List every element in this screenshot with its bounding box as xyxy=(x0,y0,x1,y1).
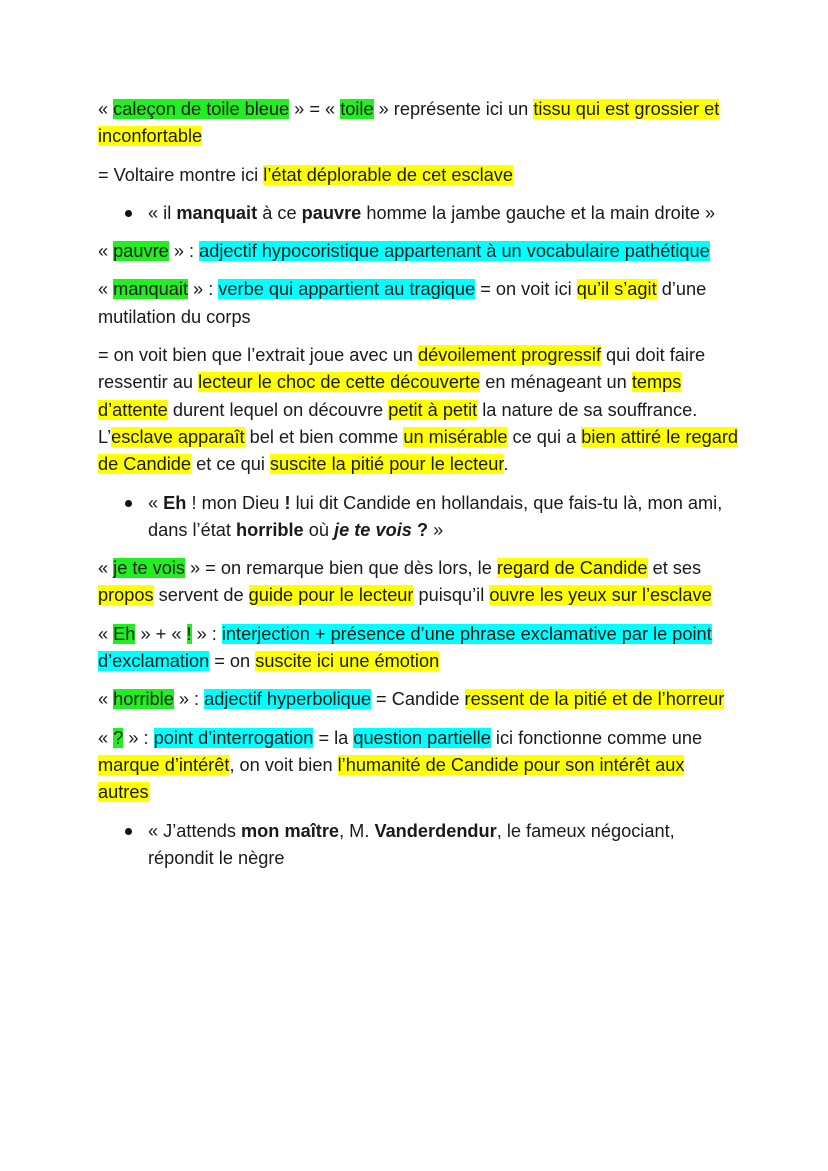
highlight-cyan: adjectif hyperbolique xyxy=(204,689,371,710)
text: à ce xyxy=(257,202,302,223)
quote-bullet-manquait xyxy=(98,200,738,227)
highlight-yellow: suscite la pitié pour le lecteur xyxy=(269,454,504,475)
highlight-yellow: bien attiré le regard de Candide xyxy=(98,426,739,475)
text: » : xyxy=(168,241,200,262)
bold-italic-text: je te vois xyxy=(334,519,412,540)
highlight-yellow: esclave apparaît xyxy=(111,426,245,447)
text: « xyxy=(98,279,114,300)
paragraph-interrogation xyxy=(98,725,738,807)
paragraph-je-te-vois xyxy=(98,555,738,610)
bullet-icon xyxy=(125,828,132,835)
text: » : xyxy=(123,727,154,748)
highlight-yellow: petit à petit xyxy=(388,399,478,420)
text: « J’attends xyxy=(148,820,242,841)
text: ce qui a xyxy=(507,426,582,447)
highlight-yellow: dévoilement progressif xyxy=(418,345,601,366)
highlight-yellow: lecteur le choc de cette découverte xyxy=(198,372,481,393)
highlight-green: je te vois xyxy=(113,558,185,579)
highlight-cyan: question partielle xyxy=(353,727,491,748)
bullet-icon xyxy=(125,210,132,217)
text: et ses xyxy=(647,558,702,579)
paragraph-caleçon xyxy=(98,96,738,151)
bold-text: horrible xyxy=(235,519,304,540)
highlight-yellow: l’état déplorable de cet esclave xyxy=(263,164,514,185)
quote-bullet-jattends xyxy=(98,818,738,873)
highlight-green: toile xyxy=(340,99,374,119)
highlight-yellow: regard de Candide xyxy=(496,558,648,579)
highlight-yellow: ressent de la pitié et de l’horreur xyxy=(464,689,725,710)
quote-bullet-eh xyxy=(98,490,738,545)
text: » : xyxy=(173,689,205,710)
text: la nature de sa souffrance. L’ xyxy=(98,399,698,447)
text: homme la jambe gauche et la main droite » xyxy=(361,202,716,223)
text: = on voit bien que l’extrait joue avec un xyxy=(98,345,419,366)
bold-text: ! xyxy=(284,492,291,513)
text: « xyxy=(98,623,114,644)
paragraph-voltaire xyxy=(98,162,738,189)
highlight-green: caleçon de toile bleue xyxy=(113,99,290,119)
text: et ce qui xyxy=(191,454,270,475)
text: « xyxy=(148,492,164,513)
highlight-green: manquait xyxy=(113,279,188,300)
text: . xyxy=(503,454,509,475)
highlight-yellow: marque d’intérêt xyxy=(98,754,230,775)
highlight-yellow: l’humanité de Candide pour son intérêt aux autres xyxy=(98,754,685,803)
text: » + « xyxy=(135,623,187,644)
document-page xyxy=(98,96,738,883)
text: puisqu’il xyxy=(413,585,490,606)
highlight-yellow: tissu qui est grossier et inconfortable xyxy=(98,99,720,147)
bold-text: mon maître xyxy=(241,820,340,841)
highlight-green: Eh xyxy=(113,623,136,644)
text: ! mon Dieu xyxy=(186,492,285,513)
highlight-cyan: adjectif hypocoristique appartenant à un vocabulaire pathétique xyxy=(199,241,710,262)
text: » xyxy=(428,519,444,540)
bold-text: Eh xyxy=(163,492,187,513)
bold-text: manquait xyxy=(176,202,258,223)
highlight-green: pauvre xyxy=(113,241,169,262)
text: « xyxy=(98,727,114,748)
bold-text: pauvre xyxy=(301,202,362,223)
highlight-green: horrible xyxy=(113,689,174,710)
text: « xyxy=(98,558,114,579)
highlight-cyan: point d’interrogation xyxy=(153,727,314,748)
text: « xyxy=(98,689,114,710)
text: en ménageant un xyxy=(480,372,632,393)
text: lui dit Candide en hollandais, que fais-tu là, mon ami, dans l’état xyxy=(148,492,723,540)
text: » : xyxy=(191,623,222,644)
text: bel et bien comme xyxy=(244,426,404,447)
bold-text: ? xyxy=(416,519,429,540)
paragraph-manquait xyxy=(98,276,738,331)
highlight-cyan: verbe qui appartient au tragique xyxy=(218,279,476,300)
text: « xyxy=(98,99,114,119)
highlight-yellow: temps d’attente xyxy=(98,372,682,420)
text: = Voltaire montre ici xyxy=(98,164,264,185)
text: = la xyxy=(313,727,354,748)
highlight-green: ? xyxy=(113,727,124,748)
highlight-cyan: interjection + présence d’une phrase exclamative par le point d’exclamation xyxy=(98,623,712,672)
text: où xyxy=(303,519,335,540)
highlight-yellow: qu’il s’agit xyxy=(576,279,657,300)
text: » = on remarque bien que dès lors, le xyxy=(184,558,497,579)
text: , le fameux négociant, répondit le nègre xyxy=(148,820,675,868)
paragraph-devoilement xyxy=(98,342,738,478)
highlight-yellow: guide pour le lecteur xyxy=(248,585,414,606)
paragraph-eh xyxy=(98,621,738,676)
text: durent lequel on découvre xyxy=(167,399,389,420)
highlight-yellow: ouvre les yeux sur l’esclave xyxy=(489,585,712,606)
highlight-green: ! xyxy=(186,623,192,644)
text: » : xyxy=(188,279,219,300)
text: , on voit bien xyxy=(229,754,338,775)
text: » représente ici un xyxy=(373,99,534,119)
bullet-icon xyxy=(125,500,132,507)
text: » = « xyxy=(289,99,341,119)
text: servent de xyxy=(153,585,249,606)
text: , M. xyxy=(339,820,375,841)
bold-text: Vanderdendur xyxy=(374,820,497,841)
text: d’une mutilation du corps xyxy=(98,279,707,327)
highlight-yellow: un misérable xyxy=(403,426,508,447)
text: = on xyxy=(209,651,256,672)
highlight-yellow: propos xyxy=(98,585,154,606)
paragraph-pauvre xyxy=(98,238,738,265)
text: = Candide xyxy=(371,689,465,710)
text: = on voit ici xyxy=(475,279,577,300)
highlight-yellow: suscite ici une émotion xyxy=(255,651,440,672)
text: qui doit faire ressentir au xyxy=(98,345,706,393)
paragraph-horrible xyxy=(98,686,738,713)
text: « il xyxy=(148,202,177,223)
text: ici fonctionne comme une xyxy=(490,727,703,748)
text: « xyxy=(98,241,114,262)
